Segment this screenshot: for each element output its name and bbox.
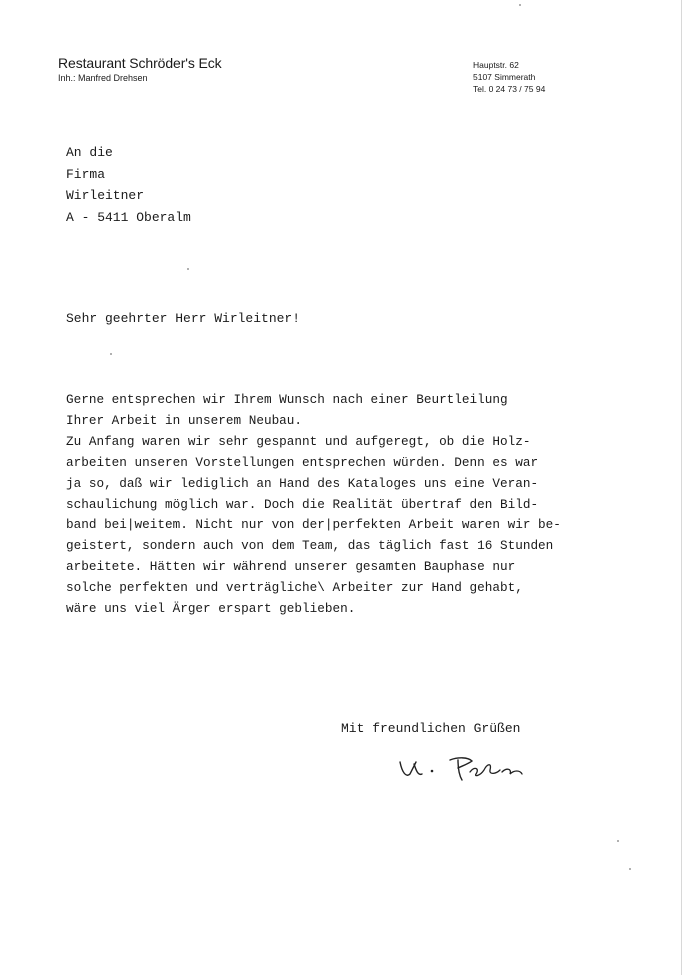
body-line: arbeitete. Hätten wir während unserer gesamten Bauphase nur (66, 559, 516, 575)
paper-speck (519, 4, 521, 6)
recipient-address-block (66, 142, 191, 228)
body-line: solche perfekten und verträgliche\ Arbeiter zur Hand gehabt, (66, 580, 523, 596)
letter-body (66, 390, 561, 620)
body-line: schaulichung möglich war. Doch die Realität übertraf den Bild- (66, 496, 539, 512)
letterhead-owner: Inh.: Manfred Drehsen (58, 73, 148, 83)
sender-address-block (473, 59, 545, 95)
body-line: Ihrer Arbeit in unserem Neubau. (66, 412, 303, 428)
body-line: ja so, daß wir lediglich an Hand des Kataloges uns eine Veran- (66, 475, 539, 491)
handwritten-signature (392, 748, 542, 788)
letterhead-restaurant-name: Restaurant Schröder's Eck (58, 55, 222, 71)
body-line: arbeiten unseren Vorstellungen entsprechen würden. Denn es war (66, 454, 539, 470)
paper-speck (617, 840, 619, 842)
recipient-line: Wirleitner (66, 188, 145, 203)
body-line: geistert, sondern auch von dem Team, das täglich fast 16 Stunden (66, 538, 554, 554)
body-line: Gerne entsprechen wir Ihrem Wunsch nach einer Beurtleilung (66, 392, 508, 407)
recipient-line: Firma (66, 166, 106, 182)
paper-speck (187, 268, 189, 270)
recipient-line: An die (66, 145, 113, 160)
body-line: wäre uns viel Ärger erspart geblieben. (66, 601, 356, 617)
sender-city: 5107 Simmerath (473, 72, 536, 82)
body-line: band bei|weitem. Nicht nur von der|perfekten Arbeit waren wir be- (66, 517, 561, 533)
sender-phone: Tel. 0 24 73 / 75 94 (473, 84, 546, 94)
paper-speck (629, 868, 631, 870)
salutation: Sehr geehrter Herr Wirleitner! (66, 311, 301, 326)
closing-phrase: Mit freundlichen Grüßen (341, 721, 521, 736)
sender-street: Hauptstr. 62 (473, 60, 519, 70)
body-line: Zu Anfang waren wir sehr gespannt und aufgeregt, ob die Holz- (66, 433, 531, 449)
paper-speck (110, 353, 112, 355)
recipient-line: A - 5411 Oberalm (66, 209, 191, 225)
